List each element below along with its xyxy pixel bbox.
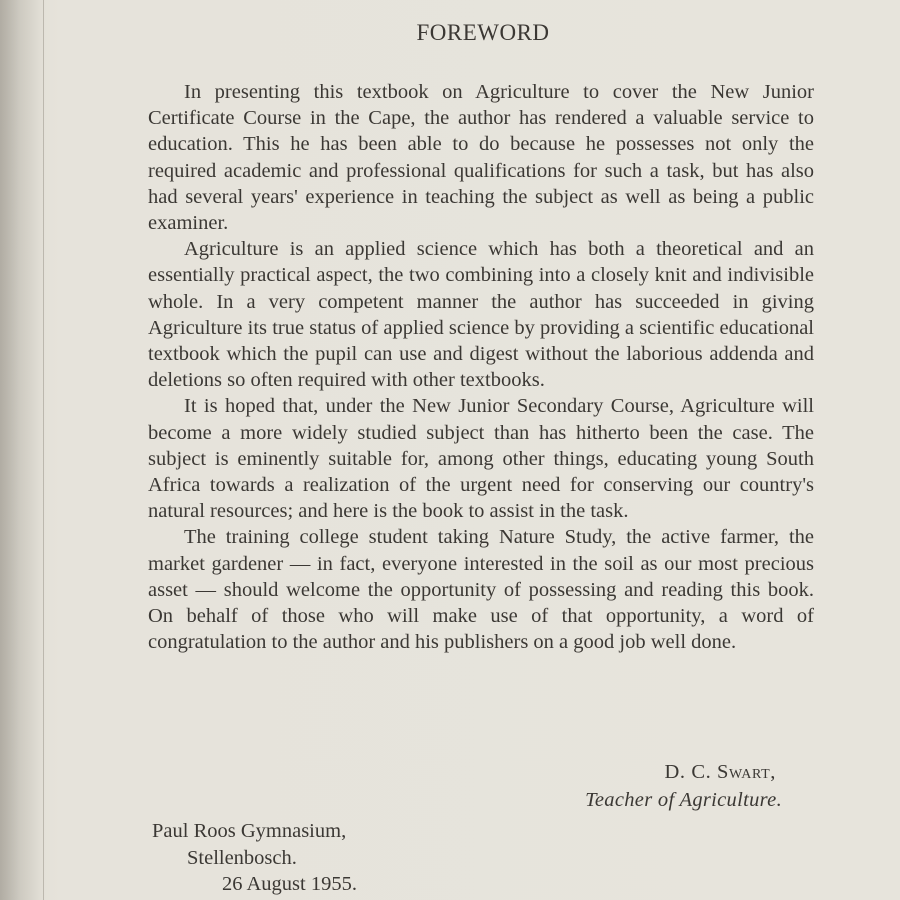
signatory-name: D. C. Swart, <box>664 761 776 783</box>
foreword-body <box>148 79 814 655</box>
date-text: 26 August 1955. <box>222 873 357 895</box>
town-name: Stellenbosch. <box>187 846 297 869</box>
gutter-line <box>43 0 44 900</box>
gutter-shadow <box>0 0 46 900</box>
paragraph-4: The training college student taking Nature Study, the active farmer, the market gardener — in fact, everyone interested in the soil as our most precious asset — should welcome the opportunity of possessing and reading this book. On behalf of those who will make use of that opportunity, a word of congratulation to the author and his publishers on a good job well done. <box>148 526 814 654</box>
paragraph-2: Agriculture is an applied science which has both a theoretical and an essentially practical aspect, the two combining into a closely knit and indivisible whole. In a very competent manner the author has succeeded in giving Agriculture its true status of applied science by providing a scientific educational textbook which the pupil can use and digest without the laborious addenda and deletions so often required with other textbooks. <box>148 238 814 392</box>
page-title: FOREWORD <box>416 20 550 45</box>
institution-name: Paul Roos Gymnasium, <box>152 820 347 842</box>
place-and-date <box>152 818 357 898</box>
signature-block <box>585 758 782 814</box>
paragraph-3: It is hoped that, under the New Junior Secondary Course, Agriculture will become a more widely studied subject than has hitherto been the case. The subject is eminently suitable for, among other things, educating young South Africa towards a realization of the urgent need for conserving our country's natural resources; and here is the book to assist in the task. <box>148 395 814 523</box>
paragraph-1: In presenting this textbook on Agriculture to cover the New Junior Certificate Course in the Cape, the author has rendered a valuable service to education. This he has been able to do because he possesses not only the required academic and professional qualifications for such a task, but has also had several years' experience in teaching the subject as well as being a public examiner. <box>148 81 814 235</box>
signatory-title: Teacher of Agriculture. <box>585 789 782 811</box>
